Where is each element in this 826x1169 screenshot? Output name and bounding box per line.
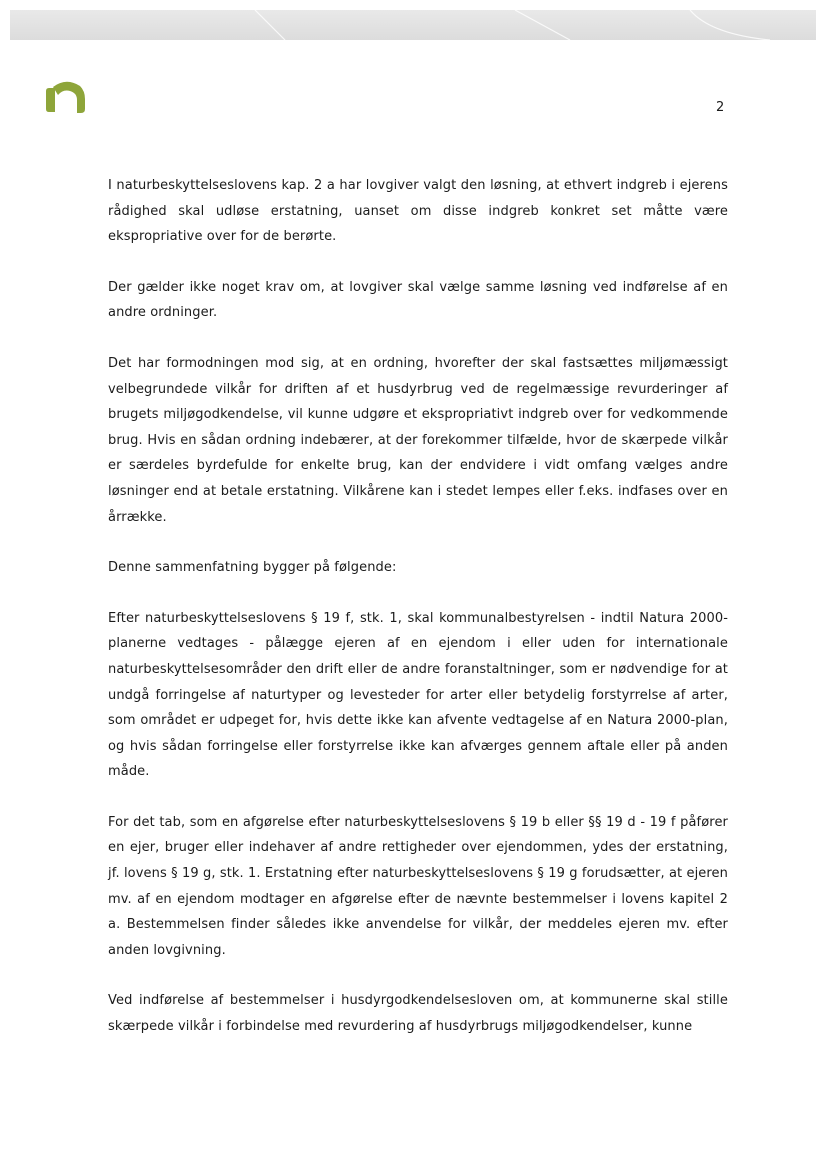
paragraph: Efter naturbeskyttelseslovens § 19 f, stk. 1, skal kommunalbestyrelsen - indtil Natura 2000-planerne vedtages - pålægge ejeren af en ejendom i eller uden for internationale naturbeskyttelsesområder den drift eller de andre foranstaltninger, som er nødvendige for at undgå forringelse af naturtyper og levesteder for arter eller betydelig forstyrrelse af arter, som området er udpeget for, hvis dette ikke kan afvente vedtagelse af en Natura 2000-plan, og hvis sådan forringelse eller forstyrrelse ikke kan afværges gennem aftale eller på anden måde. [108, 610, 728, 780]
paragraph: I naturbeskyttelseslovens kap. 2 a har lovgiver valgt den løsning, at ethvert indgreb i ejerens rådighed skal udløse erstatning, uanset om disse indgreb konkret set måtte være ekspropriative over for de berørte. [108, 178, 728, 245]
paragraph: Det har formodningen mod sig, at en ordning, hvorefter der skal fastsættes miljømæssigt velbegrundede vilkår for driften af et husdyrbrug ved de regelmæssige revurderinger af brugets miljøgodkendelse, vil kunne udgøre et ekspropriativt indgreb over for vedkommende brug. Hvis en sådan ordning indebærer, at der forekommer tilfælde, hvor de skærpede vilkår er særdeles byrdefulde for enkelte brug, kan der endvidere i vidt omfang vælges andre løsninger end at betale erstatning. Vilkårene kan i stedet lempes eller f.eks. indfases over en årrække. [108, 355, 728, 525]
paragraph: For det tab, som en afgørelse efter naturbeskyttelseslovens § 19 b eller §§ 19 d - 19 f påfører en ejer, bruger eller indehaver af andre rettigheder over ejendommen, ydes der erstatning, jf. lovens § 19 g, stk. 1. Erstatning efter naturbeskyttelseslovens § 19 g forudsætter, at ejeren mv. af en ejendom modtager en afgørelse efter de nævnte bestemmelser i lovens kapitel 2 a. Bestemmelsen finder således ikke anvendelse for vilkår, der meddeles ejeren mv. efter anden lovgivning. [108, 814, 728, 958]
paragraph: Denne sammenfatning bygger på følgende: [108, 560, 397, 576]
scan-artifact-lines [10, 10, 816, 40]
paragraph: Ved indførelse af bestemmelser i husdyrgodkendelsesloven om, at kommunerne skal stille skærpede vilkår i forbindelse med revurdering af husdyrbrugs miljøgodkendelser, kunne [108, 993, 728, 1035]
paragraph: Der gælder ikke noget krav om, at lovgiver skal vælge samme løsning ved indførelse af en andre ordninger. [108, 279, 728, 321]
logo-mark-icon [44, 80, 86, 116]
scan-edge-band [10, 10, 816, 40]
document-body [108, 173, 728, 1065]
page-number: 2 [716, 100, 725, 115]
